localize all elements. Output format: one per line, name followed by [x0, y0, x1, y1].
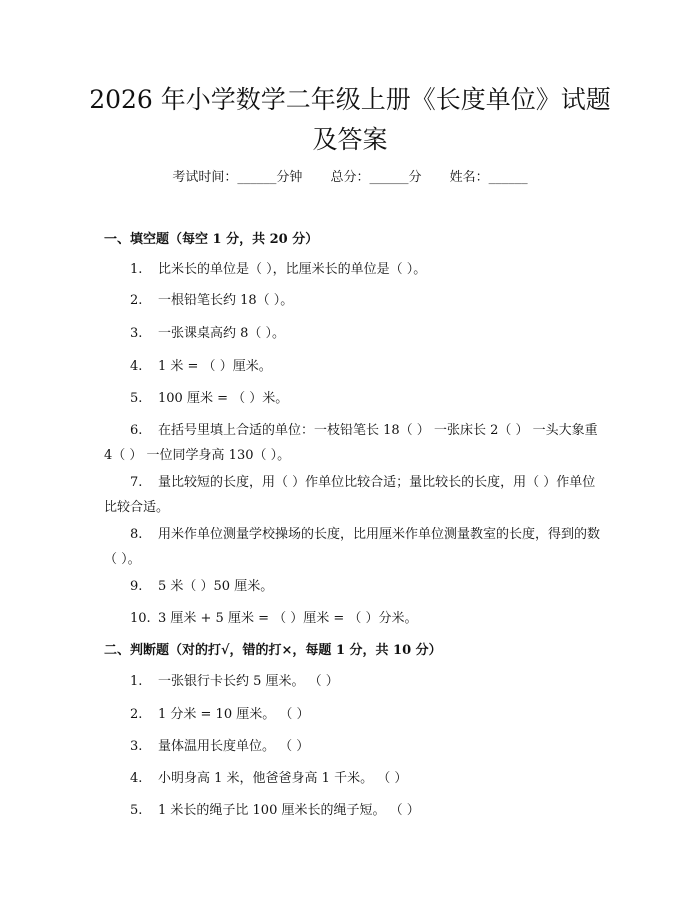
question-item	[104, 288, 600, 313]
question-item	[104, 321, 600, 346]
question-item	[104, 798, 600, 823]
question-number: 3.	[130, 326, 143, 341]
question-text: 1 分米 = 10 厘米。 （ ）	[158, 707, 310, 722]
question-number: 4.	[130, 771, 143, 786]
question-number: 8.	[130, 527, 143, 542]
question-text: 比米长的单位是（ ），比厘米长的单位是（ ）。	[158, 262, 427, 277]
question-text: 5 米（ ）50 厘米。	[158, 579, 274, 594]
question-text: 一张银行卡长约 5 厘米。 （ ）	[158, 674, 339, 689]
question-text: 一张课桌高约 8（ ）。	[158, 326, 286, 341]
question-text: 小明身高 1 米，他爸爸身高 1 千米。 （ ）	[158, 771, 408, 786]
section-heading-fill-in: 一、填空题（每空 1 分，共 20 分）	[104, 232, 319, 247]
question-text: 一根铅笔长约 18（ ）。	[158, 293, 294, 308]
question-number: 6.	[130, 423, 143, 438]
question-item	[104, 470, 600, 520]
question-text: 在括号里填上合适的单位：一枝铅笔长 18（ ） 一张床长 2（ ） 一头大象重 4（ ） 一位同学身高 130（ ）。	[104, 423, 598, 463]
question-item	[104, 606, 600, 631]
question-item	[104, 574, 600, 599]
page-title: 2026 年小学数学二年级上册《长度单位》试题及答案	[89, 85, 611, 154]
total-score-label: 总分：______分	[330, 170, 422, 185]
question-item	[104, 386, 600, 411]
question-number: 1.	[130, 674, 143, 689]
question-text: 用米作单位测量学校操场的长度，比用厘米作单位测量教室的长度，得到的数（ ）。	[104, 527, 601, 567]
question-text: 3 厘米 + 5 厘米 = （ ）厘米 = （ ）分米。	[158, 611, 418, 626]
student-name-label: 姓名：______	[449, 170, 528, 185]
question-number: 4.	[130, 359, 143, 374]
question-number: 3.	[130, 739, 143, 754]
question-item	[104, 766, 600, 791]
question-text: 量比较短的长度，用（ ）作单位比较合适；量比较长的长度，用（ ）作单位比较合适。	[104, 475, 596, 515]
question-item	[104, 257, 600, 282]
section-heading-true-false: 二、判断题（对的打√，错的打×，每题 1 分，共 10 分）	[104, 643, 442, 658]
question-number: 7.	[130, 475, 143, 490]
question-item	[104, 354, 600, 379]
question-item	[104, 734, 600, 759]
exam-meta	[0, 168, 700, 188]
question-item	[104, 418, 600, 468]
question-item	[104, 669, 600, 694]
question-item	[104, 522, 600, 572]
question-text: 量体温用长度单位。 （ ）	[158, 739, 310, 754]
question-number: 9.	[130, 579, 143, 594]
question-item	[104, 702, 600, 727]
question-text: 100 厘米 = （ ）米。	[158, 391, 289, 406]
question-text: 1 米长的绳子比 100 厘米长的绳子短。 （ ）	[158, 803, 420, 818]
question-number: 10.	[130, 611, 151, 626]
question-number: 5.	[130, 391, 143, 406]
question-number: 1.	[130, 262, 143, 277]
question-number: 2.	[130, 293, 143, 308]
question-number: 2.	[130, 707, 143, 722]
question-text: 1 米 = （ ）厘米。	[158, 359, 272, 374]
exam-time-label: 考试时间：______分钟	[172, 170, 303, 185]
question-number: 5.	[130, 803, 143, 818]
